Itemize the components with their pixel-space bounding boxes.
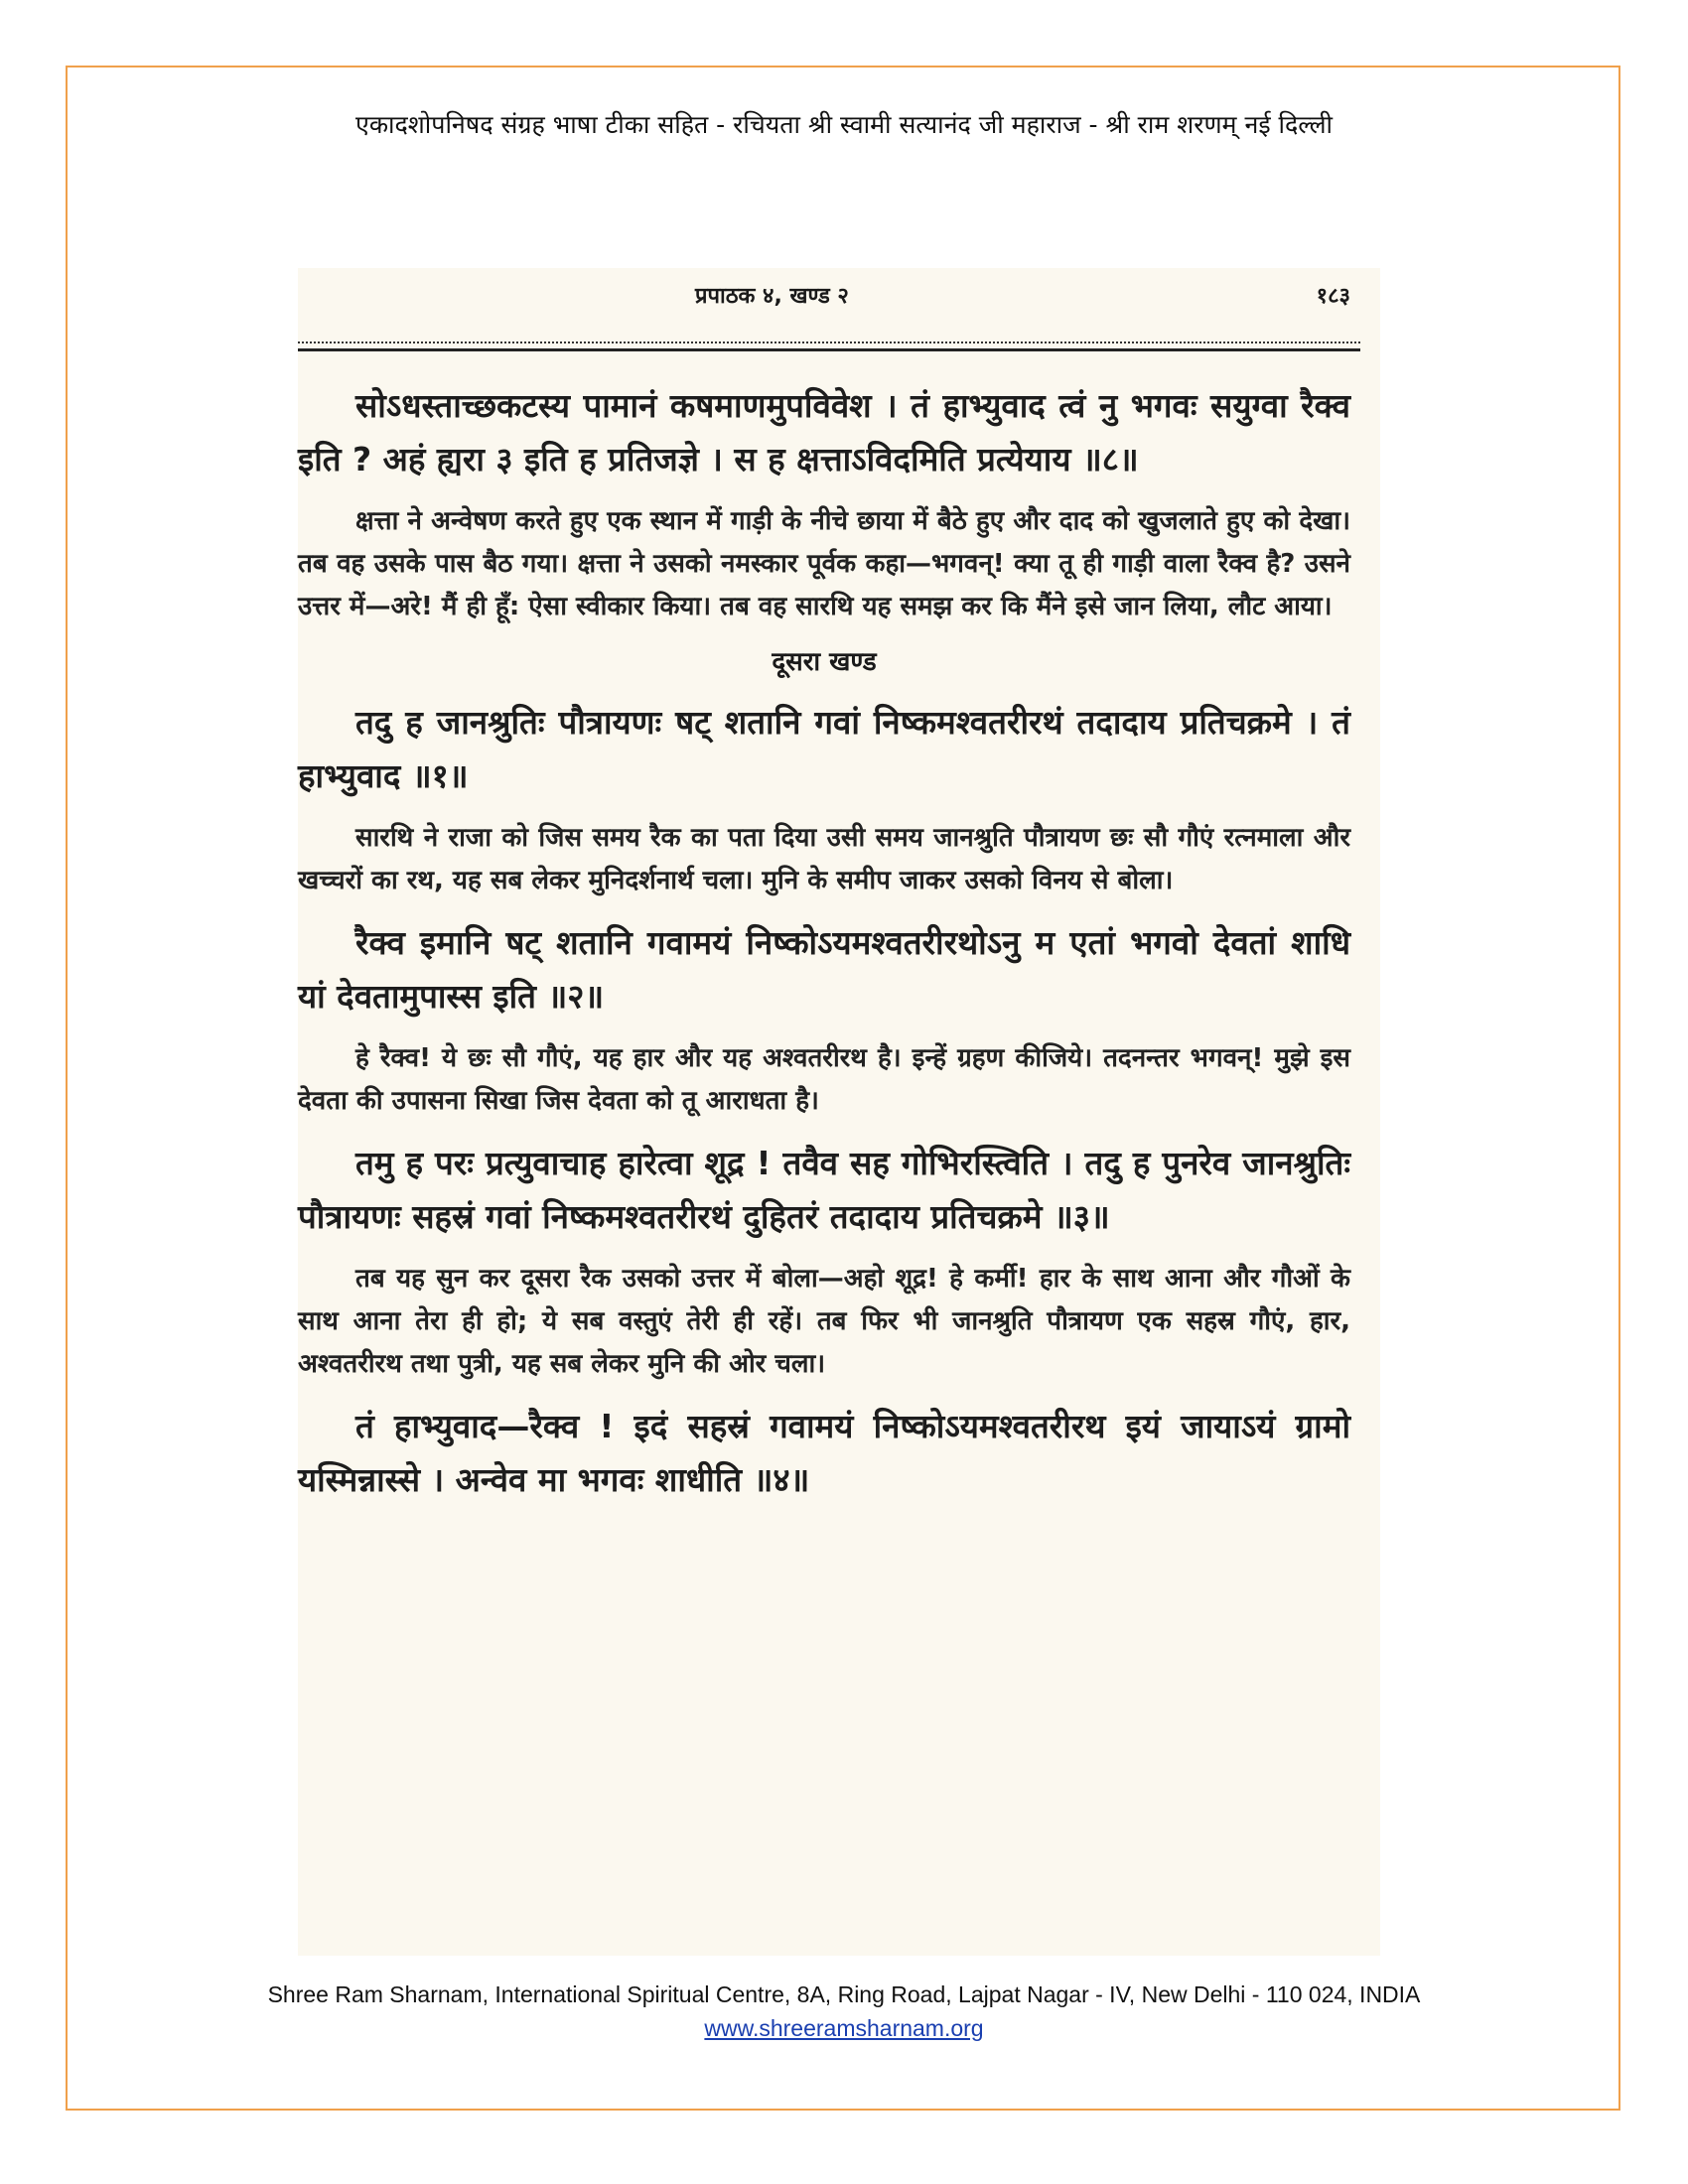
verse-1: तदु ह जानश्रुतिः पौत्रायणः षट् शतानि गवां निष्कमश्वतरीरथं तदादाय प्रतिचक्रमे । तं हाभ्युवाद ॥१॥ (298, 703, 1350, 795)
verse-2: रैक्व इमानि षट् शतानि गवामयं निष्कोऽयमश्वतरीरथोऽनु म एतां भगवो देवतां शाधि यां देवतामुपास्स इति ॥२॥ (298, 923, 1350, 1016)
page-body (298, 379, 1350, 1521)
verse-3: तमु ह परः प्रत्युवाचाह हारेत्वा शूद्र ! तवैव सह गोभिरस्त्विति । तदु ह पुनरेव जानश्रुतिः पौत्रायणः सहस्रं गवां निष्कमश्वतरीरथं दुहितरं तदादाय प्रतिचक्रमे ॥३॥ (298, 1144, 1350, 1236)
commentary-3: तब यह सुन कर दूसरा रैक उसको उत्तर में बोला—अहो शूद्र! हे कर्मी! हार के साथ आना और गौओं के साथ आना तेरा ही हो; ये सब वस्तुएं तेरी ही रहें। तब फिर भी जानश्रुति पौत्रायण एक सहस्र गौएं, हार, अश्वतरीरथ तथा पुत्री, यह सब लेकर मुनि की ओर चला। (298, 1264, 1350, 1379)
header-rule (298, 341, 1360, 351)
verse-4: तं हाभ्युवाद—रैक्व ! इदं सहस्रं गवामयं निष्कोऽयमश्वतरीरथ इयं जायाऽयं ग्रामो यस्मिन्नास्से । अन्वेव मा भगवः शाधीति ॥४॥ (298, 1407, 1350, 1499)
commentary-1: सारथि ने राजा को जिस समय रैक का पता दिया उसी समय जानश्रुति पौत्रायण छः सौ गौएं रत्नमाला और खच्चरों का रथ, यह सब लेकर मुनिदर्शनार्थ चला। मुनि के समीप जाकर उसको विनय से बोला। (298, 823, 1350, 895)
document-header: एकादशोपनिषद संग्रह भाषा टीका सहित - रचियता श्री स्वामी सत्यानंद जी महाराज - श्री राम शरणम् नई दिल्ली (355, 110, 1333, 139)
section-heading: दूसरा खण्ड (772, 647, 877, 677)
running-head (298, 280, 1350, 316)
running-head-title: प्रपाठक ४, खण्ड २ (695, 284, 849, 309)
scanned-page (298, 268, 1380, 1956)
page-number: १८३ (1316, 284, 1350, 309)
website-link[interactable]: www.shreeramsharnam.org (704, 2015, 984, 2041)
footer-link-row (0, 2015, 1688, 2042)
footer-address: Shree Ram Sharnam, International Spiritual Centre, 8A, Ring Road, Lajpat Nagar - IV, New Delhi - 110 024, INDIA (267, 1981, 1421, 2007)
commentary-8: क्षत्ता ने अन्वेषण करते हुए एक स्थान में गाड़ी के नीचे छाया में बैठे हुए और दाद को खुजलाते हुए को देखा। तब वह उसके पास बैठ गया। क्षत्ता ने उसको नमस्कार पूर्वक कहा—भगवन्! क्या तू ही गाड़ी वाला रैक्व है? उसने उत्तर में—अरे! मैं ही हूँ: ऐसा स्वीकार किया। तब वह सारथि यह समझ कर कि मैंने इसे जान लिया, लौट आया। (298, 506, 1350, 621)
commentary-2: हे रैक्व! ये छः सौ गौएं, यह हार और यह अश्वतरीरथ है। इन्हें ग्रहण कीजिये। तदनन्तर भगवन्! मुझे इस देवता की उपासना सिखा जिस देवता को तू आराधता है। (298, 1043, 1350, 1116)
verse-8: सोऽधस्ताच्छकटस्य पामानं कषमाणमुपविवेश । तं हाभ्युवाद त्वं नु भगवः सयुग्वा रैक्व इति ? अहं ह्यरा ३ इति ह प्रतिजज्ञे । स ह क्षत्ताऽविदमिति प्रत्येयाय ॥८॥ (298, 386, 1350, 478)
